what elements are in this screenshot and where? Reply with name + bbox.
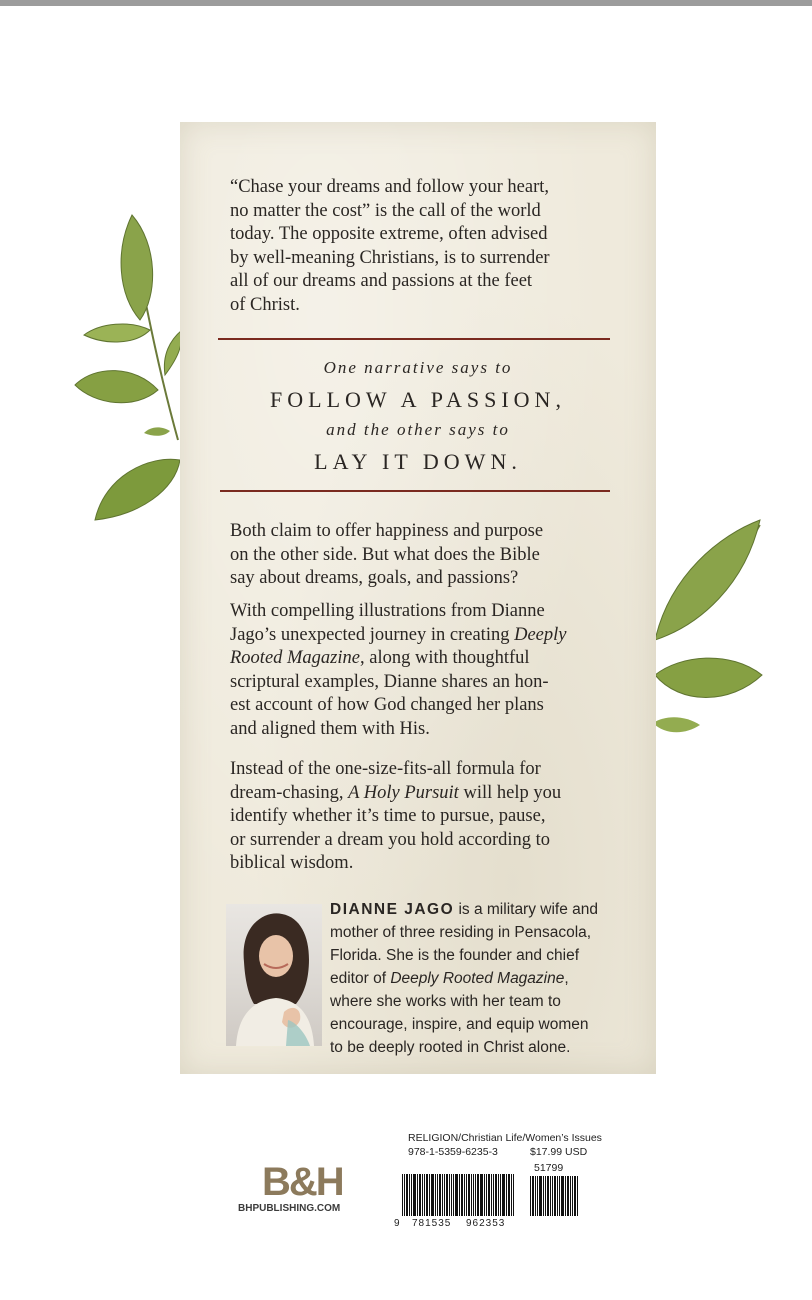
barcode-bar xyxy=(422,1174,423,1216)
text-line: Rooted Magazine, along with thoughtful xyxy=(230,648,530,668)
quote-line-4: LAY IT DOWN. xyxy=(314,449,522,474)
quote-line-2: FOLLOW A PASSION, xyxy=(270,387,566,412)
barcode-bar xyxy=(455,1174,458,1216)
magazine-title: Rooted Magazine xyxy=(230,648,360,668)
intro-paragraph xyxy=(230,176,630,317)
price-text: $17.99 USD xyxy=(530,1146,588,1158)
leaf-small xyxy=(653,717,700,732)
divider-rule-top xyxy=(218,338,610,340)
barcode-bar xyxy=(495,1174,497,1216)
leaf-branch-left-illustration xyxy=(70,205,185,525)
barcode-bar xyxy=(545,1176,546,1216)
barcode-bar xyxy=(491,1174,492,1216)
barcode-bar xyxy=(484,1174,485,1216)
text-line: by well-meaning Christians, is to surrender xyxy=(230,247,550,268)
barcode-bar xyxy=(435,1174,436,1216)
barcode-bar xyxy=(451,1174,452,1216)
barcode-bar xyxy=(449,1174,450,1216)
barcode-bar xyxy=(539,1176,542,1216)
text-line: and aligned them with His. xyxy=(230,718,430,739)
text-line: or surrender a dream you hold according to xyxy=(230,829,551,850)
barcode-digit-first: 9 xyxy=(394,1218,400,1229)
barcode-bar xyxy=(404,1174,405,1216)
leaf-upper xyxy=(655,520,760,640)
text-line: “Chase your dreams and follow your heart, xyxy=(230,177,550,197)
barcode-bar xyxy=(464,1174,465,1216)
text-line: With compelling illustrations from Dianne xyxy=(230,601,545,621)
barcode-bar xyxy=(565,1176,566,1216)
barcode-bar xyxy=(547,1176,549,1216)
barcode-bar xyxy=(552,1176,553,1216)
text-line: all of our dreams and passions at the feet xyxy=(230,271,533,291)
barcode-bar xyxy=(442,1174,443,1216)
leaf-small xyxy=(84,324,150,342)
text-line: mother of three residing in Pensacola, xyxy=(330,924,592,941)
barcode-bar xyxy=(500,1174,501,1216)
barcode-bar xyxy=(502,1174,505,1216)
text-line: on the other side. But what does the Bible xyxy=(230,544,540,565)
barcode-bar xyxy=(477,1174,479,1216)
body-paragraph-3 xyxy=(230,758,630,876)
barcode-bar xyxy=(406,1174,408,1216)
barcode-bar xyxy=(417,1174,418,1216)
publisher-logo: B&H xyxy=(262,1160,343,1204)
barcode-bar xyxy=(557,1176,558,1216)
isbn-text: 978-1-5359-6235-3 xyxy=(408,1146,498,1158)
leaf-top xyxy=(121,215,153,320)
barcode-bar xyxy=(530,1176,531,1216)
isbn-barcode xyxy=(402,1174,524,1216)
barcode-bar xyxy=(475,1174,476,1216)
text-line: no matter the cost” is the call of the world xyxy=(230,200,541,221)
barcode-bar xyxy=(532,1176,534,1216)
text-line: of Christ. xyxy=(230,294,300,315)
bisac-category: RELIGION/Christian Life/Women’s Issues xyxy=(408,1132,602,1144)
leaf-lower xyxy=(655,658,762,697)
barcode-bar xyxy=(561,1176,564,1216)
barcode-bar xyxy=(461,1174,463,1216)
barcode-bar xyxy=(426,1174,428,1216)
divider-rule-bottom xyxy=(220,490,610,492)
author-name: DIANNE JAGO xyxy=(330,901,455,918)
barcode-bar xyxy=(506,1174,507,1216)
leaf-bottom xyxy=(95,459,180,520)
publisher-website: BHPUBLISHING.COM xyxy=(238,1203,341,1214)
barcode-bar xyxy=(429,1174,430,1216)
leaf-mid xyxy=(75,371,158,403)
barcode-digits-left: 781535 xyxy=(412,1218,452,1229)
barcode-bar xyxy=(466,1174,467,1216)
text-line: identify whether it’s time to pursue, pause, xyxy=(230,806,546,826)
price-code: 51799 xyxy=(534,1162,564,1174)
barcode-bar xyxy=(480,1174,483,1216)
barcode-bar xyxy=(488,1174,490,1216)
quote-line-1: One narrative says to xyxy=(323,358,513,377)
barcode-bar xyxy=(559,1176,560,1216)
leaf-branch-right-illustration xyxy=(650,515,765,740)
barcode-bar xyxy=(424,1174,425,1216)
barcode-bar xyxy=(468,1174,470,1216)
text-line: DIANNE JAGO is a military wife and xyxy=(330,901,599,918)
barcode-bar xyxy=(543,1176,544,1216)
barcode-bar xyxy=(513,1174,514,1216)
text-line: where she works with her team to xyxy=(330,993,561,1010)
barcode-bar xyxy=(437,1174,438,1216)
barcode-bar xyxy=(511,1174,512,1216)
barcode-bar xyxy=(486,1174,487,1216)
barcode-bar xyxy=(554,1176,556,1216)
barcode-bar xyxy=(550,1176,551,1216)
barcode-digits-right: 962353 xyxy=(466,1218,506,1229)
body-paragraph-2 xyxy=(230,600,630,741)
book-title: A Holy Pursuit xyxy=(348,782,459,803)
text-line: encourage, inspire, and equip women xyxy=(330,1016,589,1033)
quote-line-3: and the other says to xyxy=(326,420,510,439)
barcode-bar xyxy=(459,1174,460,1216)
barcode-bar xyxy=(439,1174,441,1216)
barcode-bar xyxy=(453,1174,454,1216)
text-line: est account of how God changed her plans xyxy=(230,695,544,715)
barcode-bar xyxy=(413,1174,416,1216)
scan-edge xyxy=(0,0,812,6)
text-line: say about dreams, goals, and passions? xyxy=(230,568,519,588)
magazine-title: Deeply xyxy=(514,624,567,645)
barcode-bar xyxy=(498,1174,499,1216)
body-paragraph-1 xyxy=(230,520,630,591)
back-cover-panel xyxy=(180,122,656,1074)
text-line: Florida. She is the founder and chief xyxy=(330,947,580,964)
text-line: to be deeply rooted in Christ alone. xyxy=(330,1039,571,1056)
barcode-bar xyxy=(444,1174,445,1216)
author-photo xyxy=(226,904,322,1046)
author-bio xyxy=(330,898,630,1059)
barcode-bar xyxy=(411,1174,412,1216)
barcode-bar xyxy=(431,1174,434,1216)
magazine-title: Deeply Rooted Magazine xyxy=(390,970,565,987)
barcode-bar xyxy=(567,1176,569,1216)
text-line: dream-chasing, A Holy Pursuit will help you xyxy=(230,782,562,803)
barcode-bar xyxy=(572,1176,573,1216)
barcode-bar xyxy=(577,1176,578,1216)
barcode-bar xyxy=(537,1176,538,1216)
leaf-tiny xyxy=(144,427,170,435)
price-barcode xyxy=(530,1176,590,1216)
barcode-bar xyxy=(471,1174,472,1216)
barcode-bar xyxy=(508,1174,510,1216)
text-line: Instead of the one-size-fits-all formula for xyxy=(230,759,541,779)
text-line: scriptural examples, Dianne shares an hon- xyxy=(230,671,549,692)
barcode-bar xyxy=(574,1176,576,1216)
barcode-bar xyxy=(419,1174,421,1216)
text-line: today. The opposite extreme, often advised xyxy=(230,224,548,244)
text-line: biblical wisdom. xyxy=(230,853,354,873)
barcode-bar xyxy=(570,1176,571,1216)
barcode-bar xyxy=(535,1176,536,1216)
text-line: Both claim to offer happiness and purpose xyxy=(230,521,544,541)
barcode-bar xyxy=(402,1174,403,1216)
barcode-bar xyxy=(409,1174,410,1216)
barcode-bar xyxy=(446,1174,448,1216)
barcode-bar xyxy=(473,1174,474,1216)
barcode-bar xyxy=(493,1174,494,1216)
text-line: Jago’s unexpected journey in creating Deeply xyxy=(230,624,567,645)
text-line: editor of Deeply Rooted Magazine, xyxy=(330,970,569,987)
